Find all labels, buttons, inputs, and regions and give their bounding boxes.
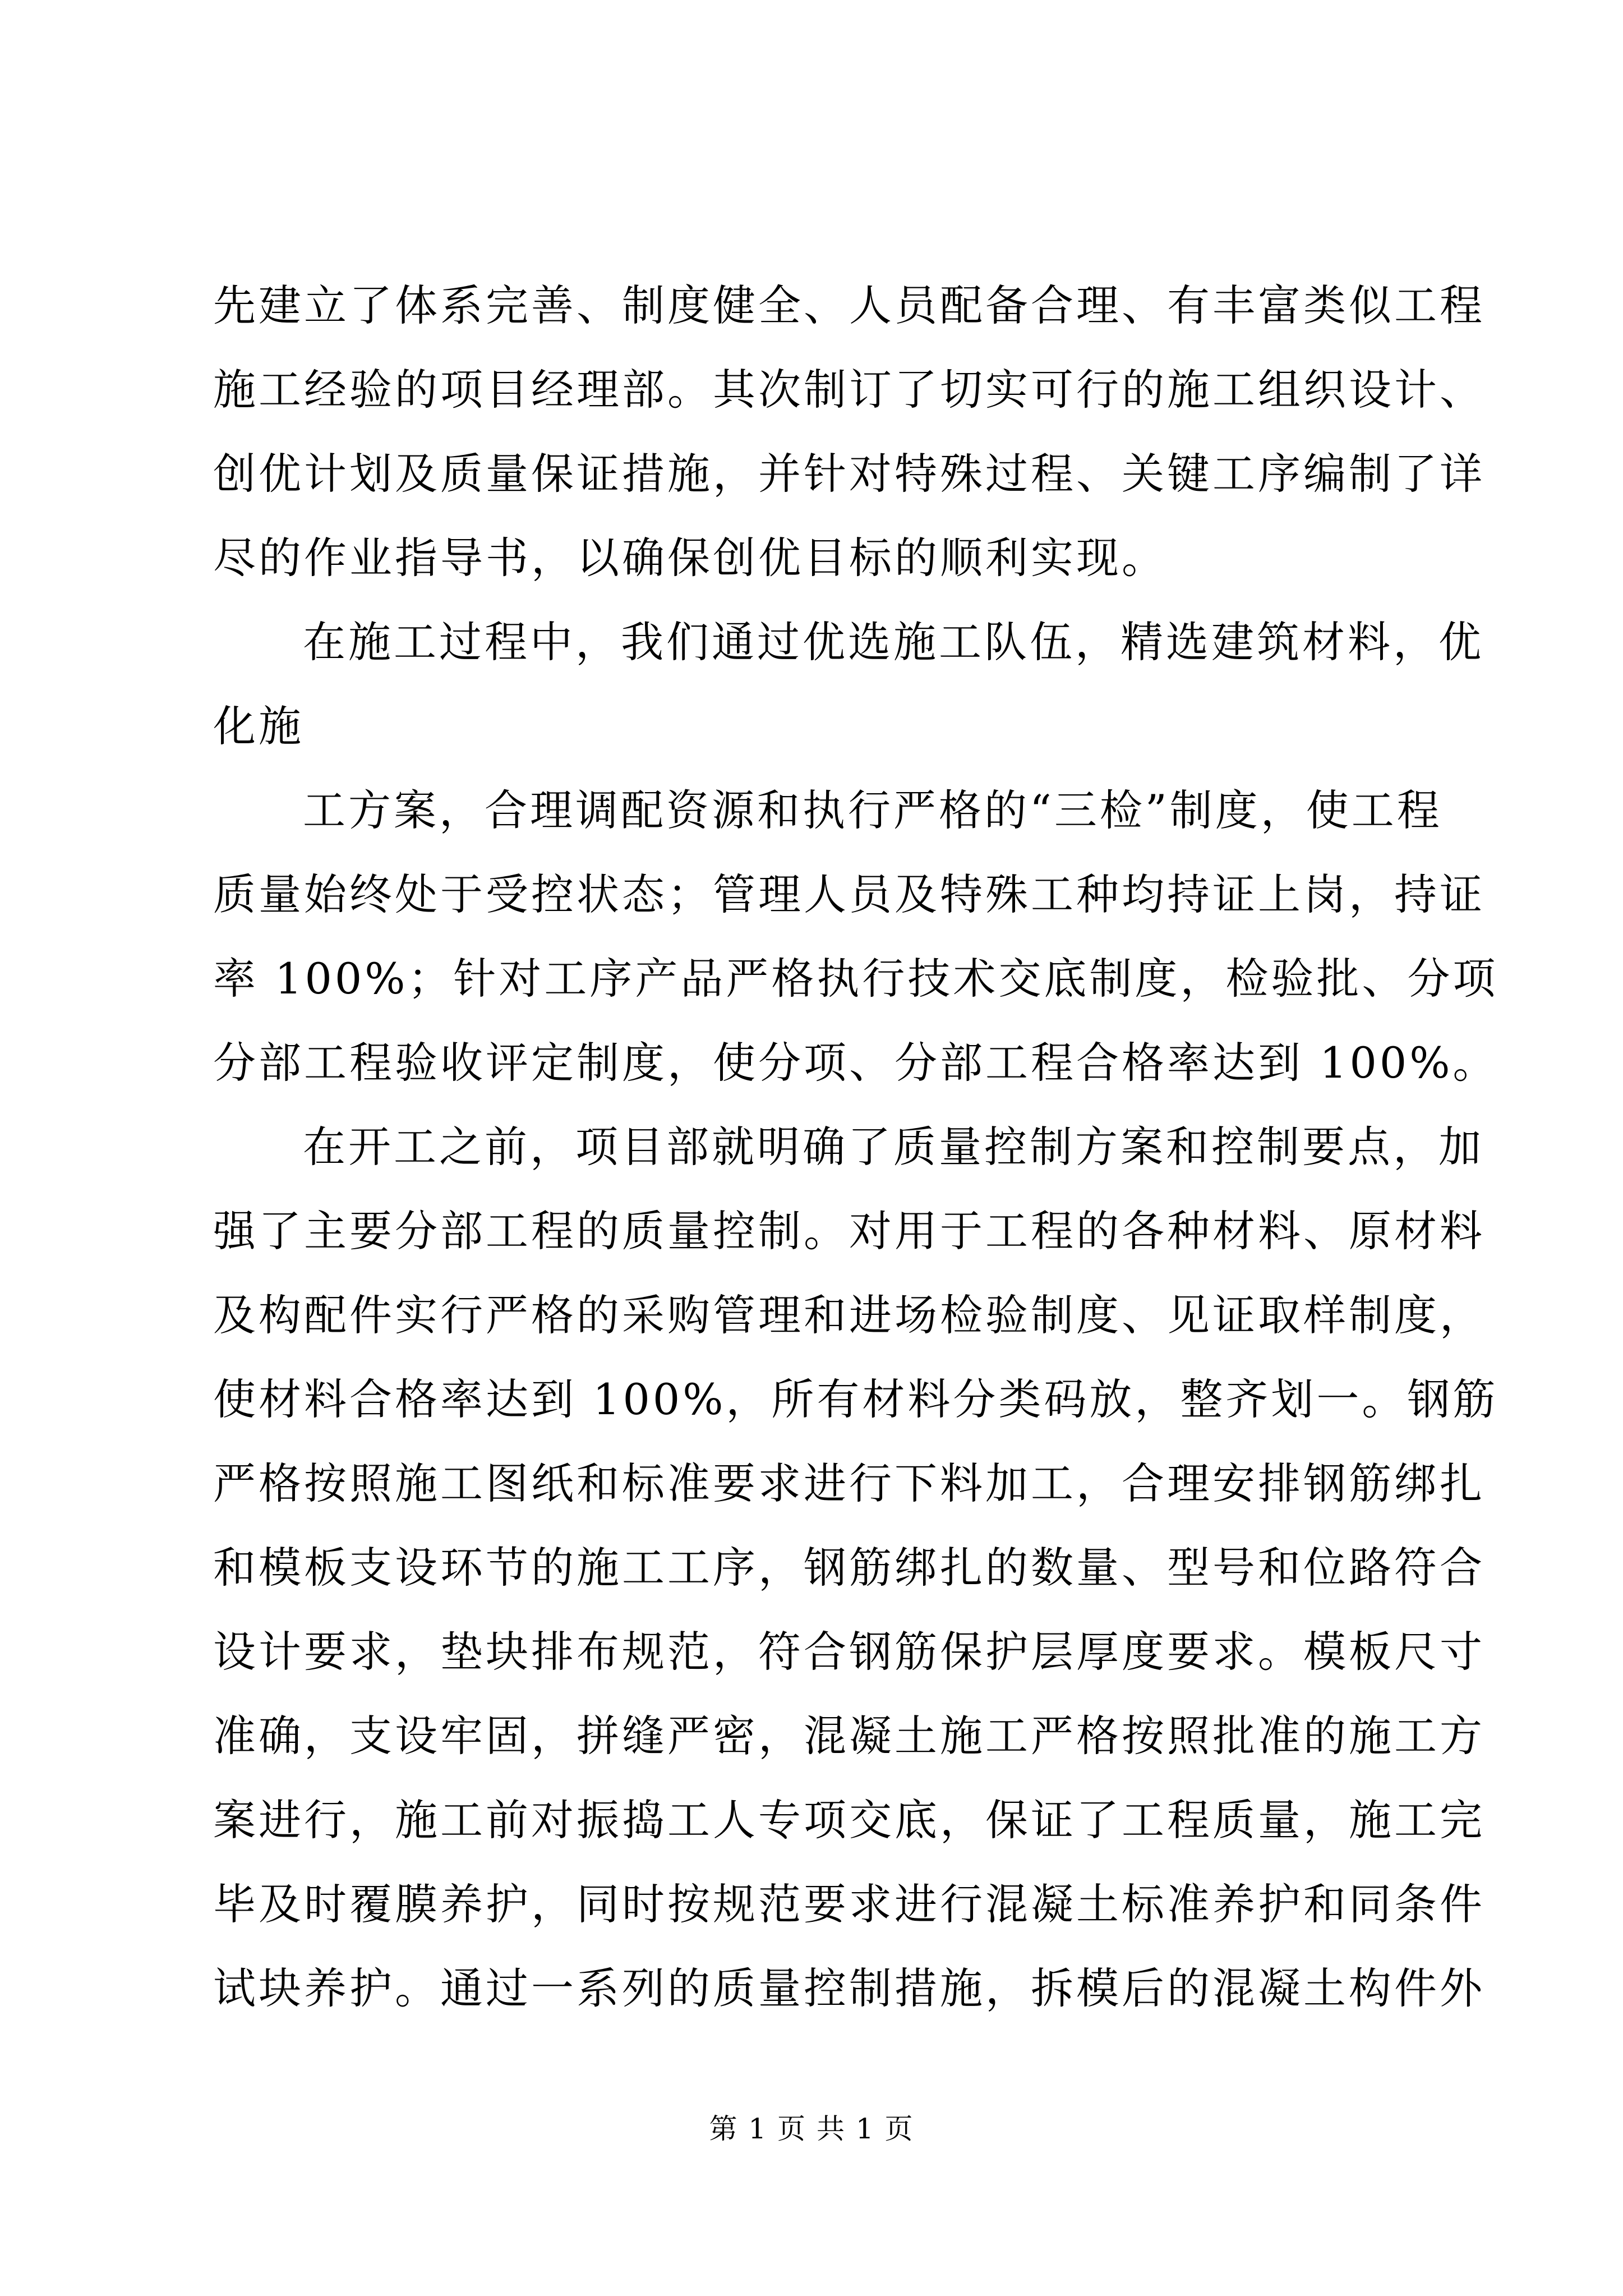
text-line: 毕及时覆膜养护，同时按规范要求进行混凝土标准养护和同条件 xyxy=(213,1879,1485,1929)
text-line: 先建立了体系完善、制度健全、人员配备合理、有丰富类似工程 xyxy=(213,280,1485,330)
text-line: 设计要求，垫块排布规范，符合钢筋保护层厚度要求。模板尺寸 xyxy=(213,1627,1485,1677)
text-line: 使材料合格率达到 100%，所有材料分类码放，整齐划一。钢筋 xyxy=(213,1374,1498,1424)
text-line: 试块养护。通过一系列的质量控制措施，拆模后的混凝土构件外 xyxy=(213,1963,1485,2013)
text-line: 率 100%；针对工序产品严格执行技术交底制度，检验批、分项 xyxy=(213,954,1498,1004)
text-line: 创优计划及质量保证措施，并针对特殊过程、关键工序编制了详 xyxy=(213,449,1485,499)
text-line: 施工经验的项目经理部。其次制订了切实可行的施工组织设计、 xyxy=(213,365,1485,415)
text-line: 及构配件实行严格的采购管理和进场检验制度、见证取样制度， xyxy=(213,1290,1485,1340)
text-line: 在开工之前，项目部就明确了质量控制方案和控制要点，加 xyxy=(303,1122,1484,1172)
text-line: 尽的作业指导书，以确保创优目标的顺利实现。 xyxy=(213,533,1167,583)
text-line: 严格按照施工图纸和标准要求进行下料加工，合理安排钢筋绑扎 xyxy=(213,1458,1485,1508)
text-line: 准确，支设牢固，拼缝严密，混凝土施工严格按照批准的施工方 xyxy=(213,1711,1485,1761)
text-line: 和模板支设环节的施工工序，钢筋绑扎的数量、型号和位路符合 xyxy=(213,1543,1485,1593)
page-footer xyxy=(0,2109,1623,2148)
text-line: 在施工过程中，我们通过优选施工队伍，精选建筑材料，优 xyxy=(303,617,1484,667)
text-line: 分部工程验收评定制度，使分项、分部工程合格率达到 100%。 xyxy=(213,1038,1498,1088)
page-number-label: 第 1 页 共 1 页 xyxy=(709,2113,914,2145)
text-line: 化施 xyxy=(213,701,304,751)
document-body xyxy=(213,264,1498,2031)
text-line: 工方案，合理调配资源和执行严格的“三检”制度，使工程 xyxy=(303,785,1442,835)
text-line: 质量始终处于受控状态；管理人员及特殊工种均持证上岗，持证 xyxy=(213,869,1485,919)
text-line: 强了主要分部工程的质量控制。对用于工程的各种材料、原材料 xyxy=(213,1206,1485,1256)
text-line: 案进行，施工前对振捣工人专项交底，保证了工程质量，施工完 xyxy=(213,1795,1485,1845)
